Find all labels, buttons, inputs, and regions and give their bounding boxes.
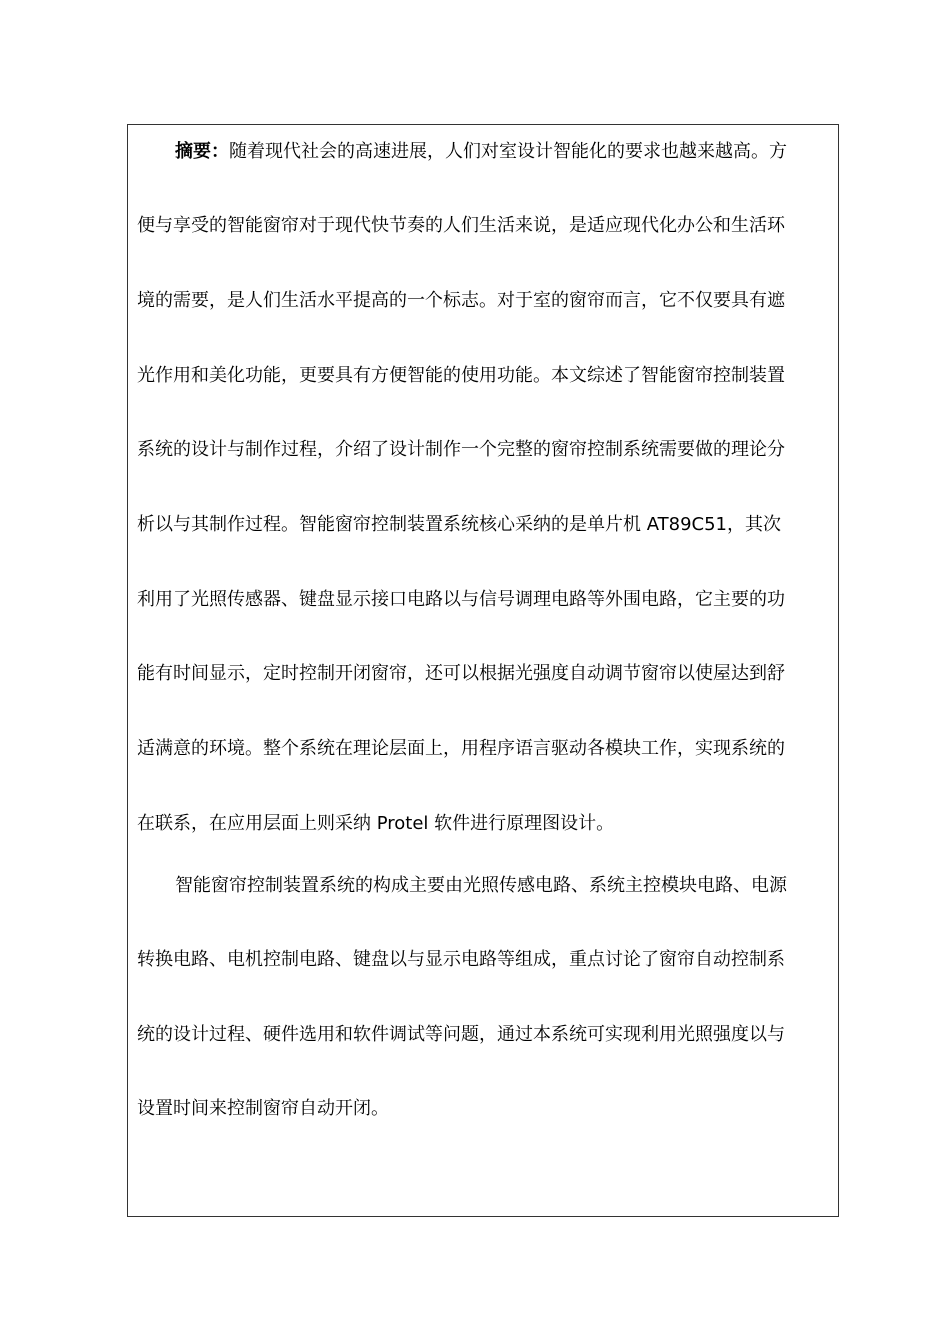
abstract-line-10: 在联系，在应用层面上则采纳 Protel 软件进行原理图设计。 — [137, 813, 615, 834]
abstract-line-5: 系统的设计与制作过程，介绍了设计制作一个完整的窗帘控制系统需要做的理论分 — [137, 439, 785, 460]
paragraph2-line-4: 设置时间来控制窗帘自动开闭。 — [137, 1098, 389, 1119]
abstract-line-2: 便与享受的智能窗帘对于现代快节奏的人们生活来说，是适应现代化办公和生活环 — [137, 215, 785, 236]
paragraph2-line-2: 转换电路、电机控制电路、键盘以与显示电路等组成，重点讨论了窗帘自动控制系 — [137, 949, 785, 970]
abstract-line-4: 光作用和美化功能，更要具有方便智能的使用功能。本文综述了智能窗帘控制装置 — [137, 365, 785, 386]
abstract-line-6: 析以与其制作过程。智能窗帘控制装置系统核心采纳的是单片机 AT89C51，其次 — [137, 514, 782, 535]
paragraph2-line-3: 统的设计过程、硬件选用和软件调试等问题，通过本系统可实现利用光照强度以与 — [137, 1024, 785, 1045]
abstract-line-3: 境的需要，是人们生活水平提高的一个标志。对于室的窗帘而言，它不仅要具有遮 — [137, 290, 785, 311]
abstract-label: 摘要： — [175, 141, 229, 162]
abstract-line-8: 能有时间显示，定时控制开闭窗帘，还可以根据光强度自动调节窗帘以使屋达到舒 — [137, 663, 785, 684]
paragraph2-line-1: 智能窗帘控制装置系统的构成主要由光照传感电路、系统主控模块电路、电源 — [175, 875, 787, 896]
abstract-line-9: 适满意的环境。整个系统在理论层面上，用程序语言驱动各模块工作，实现系统的 — [137, 738, 785, 759]
abstract-text: 随着现代社会的高速进展，人们对室设计智能化的要求也越来越高。方 — [229, 141, 787, 162]
abstract-line-7: 利用了光照传感器、键盘显示接口电路以与信号调理电路等外围电路，它主要的功 — [137, 589, 785, 610]
abstract-line-1 — [175, 140, 787, 164]
